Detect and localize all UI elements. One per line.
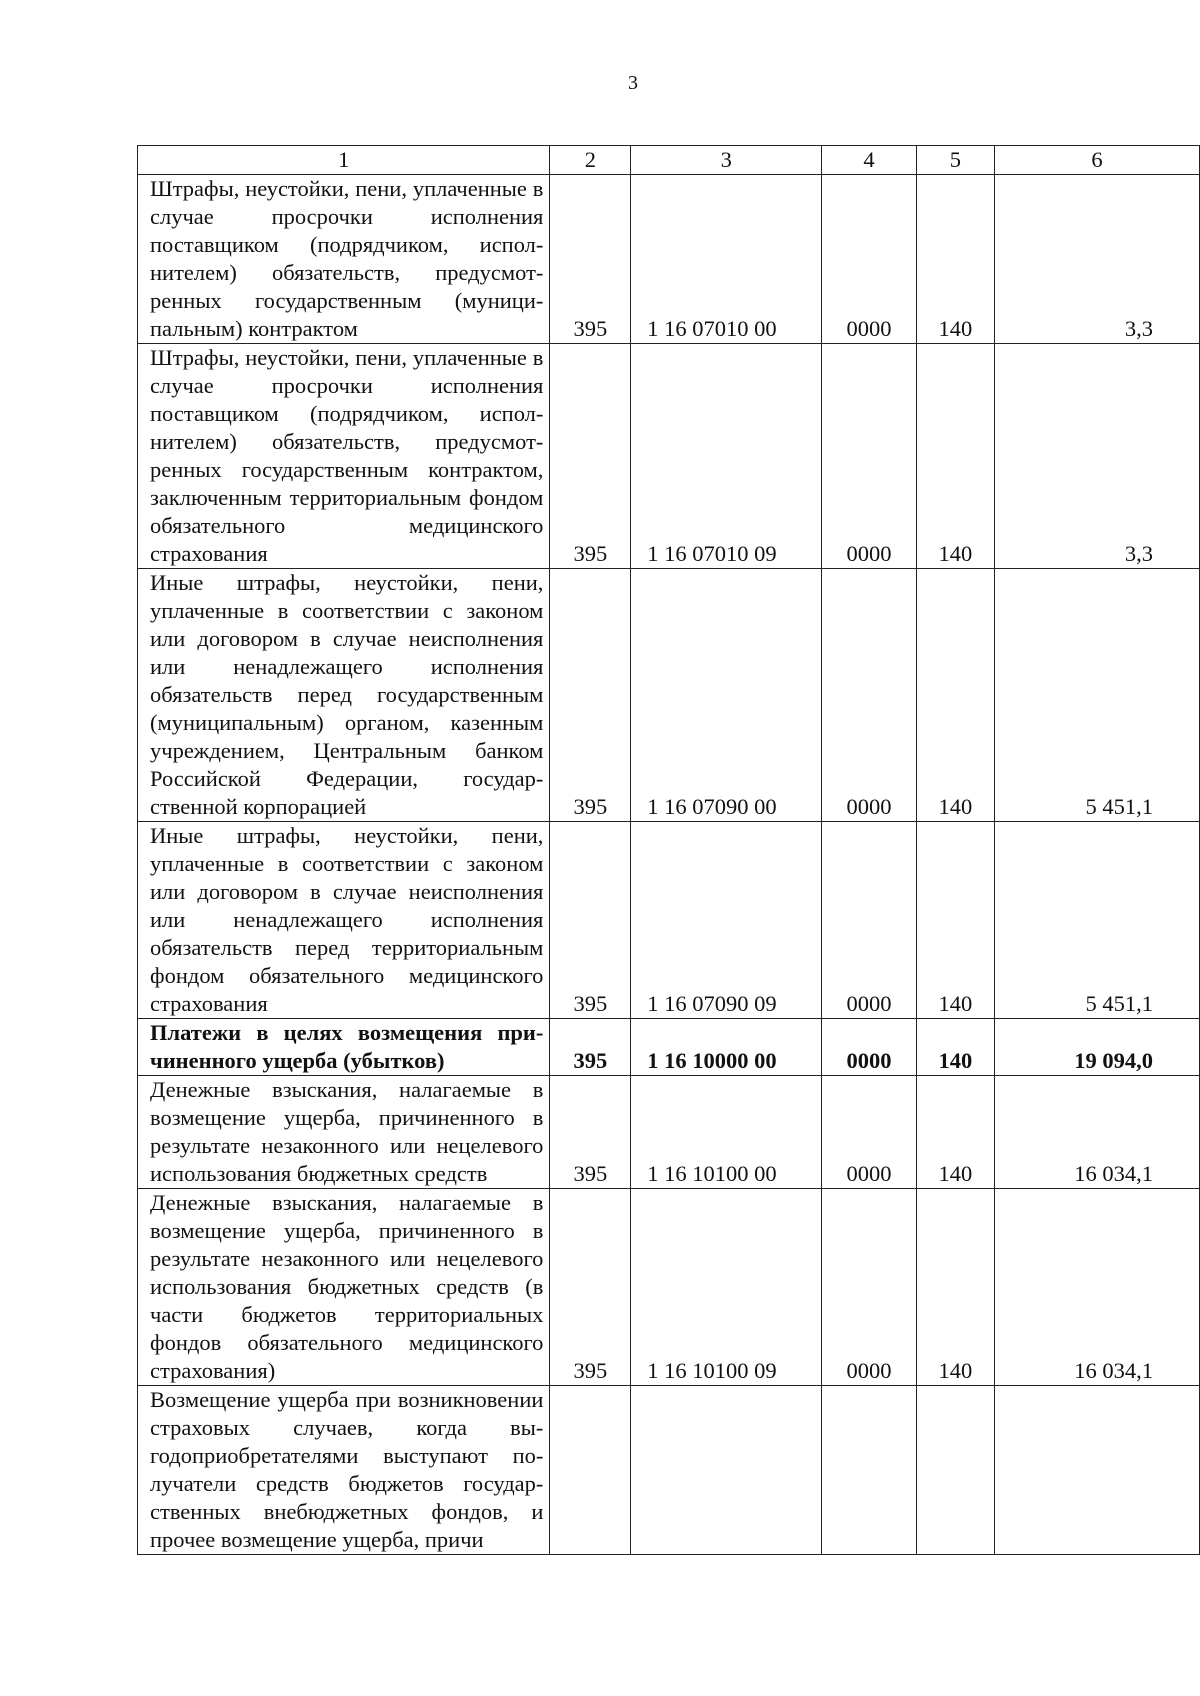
row-name: Возмещение ущерба при возникновении страховых случаев, когда выгодоприобретателями выступают получатели средств бюджетов государственных внебюджетных фондов, и прочее возмещение ущерба, причи	[138, 1386, 550, 1555]
header-col-2: 2	[550, 146, 631, 175]
header-col-1: 1	[138, 146, 550, 175]
header-col-3: 3	[631, 146, 822, 175]
row-name: Денежные взыскания, налагаемые в возмещение ущерба, причиненного в результате незаконного или нецелевого использования бюджетных средств	[138, 1076, 550, 1189]
row-admin-code: 395	[550, 175, 631, 344]
row-revenue-code: 1 16 07010 09	[631, 344, 822, 569]
row-name: Платежи в целях возмещения причиненного ущерба (убытков)	[138, 1019, 550, 1076]
row-admin-code: 395	[550, 822, 631, 1019]
table-row	[138, 344, 1200, 569]
row-amount	[994, 1386, 1199, 1555]
row-name: Иные штрафы, неустойки, пени, уплаченные в соответствии с законом или договором в случае неисполнения или ненадлежащего исполнения обязательств перед территориальным фондом обязательного медицинского страхования	[138, 822, 550, 1019]
row-revenue-code: 1 16 07010 00	[631, 175, 822, 344]
header-col-6: 6	[994, 146, 1199, 175]
row-revenue-code: 1 16 07090 00	[631, 569, 822, 822]
row-subtype-code: 0000	[822, 175, 917, 344]
row-subtype-code: 0000	[822, 344, 917, 569]
row-amount: 3,3	[994, 344, 1199, 569]
table-row-continued	[138, 1386, 1200, 1555]
row-kind-code: 140	[916, 822, 994, 1019]
row-name: Иные штрафы, неустойки, пени, уплаченные в соответствии с законом или договором в случае неисполнения или ненадлежащего исполнения обязательств перед государственным (муниципальным) органом, казенным учреждением, Центральным банком Российской Федерации, государственной корпорацией	[138, 569, 550, 822]
table-row-total	[138, 1019, 1200, 1076]
row-subtype-code: 0000	[822, 569, 917, 822]
row-revenue-code: 1 16 10000 00	[631, 1019, 822, 1076]
row-admin-code: 395	[550, 1189, 631, 1386]
row-name: Денежные взыскания, налагаемые в возмещение ущерба, причиненного в результате незаконного или нецелевого использования бюджетных средств (в части бюджетов территориальных фондов обязательного медицинского страхования)	[138, 1189, 550, 1386]
header-col-5: 5	[916, 146, 994, 175]
revenue-table	[137, 145, 1200, 1555]
table-header-row	[138, 146, 1200, 175]
row-subtype-code: 0000	[822, 1019, 917, 1076]
row-kind-code	[916, 1386, 994, 1555]
row-kind-code: 140	[916, 344, 994, 569]
table-row	[138, 1076, 1200, 1189]
row-revenue-code: 1 16 10100 00	[631, 1076, 822, 1189]
row-kind-code: 140	[916, 1189, 994, 1386]
table-row	[138, 822, 1200, 1019]
table-row	[138, 175, 1200, 344]
row-amount: 16 034,1	[994, 1076, 1199, 1189]
row-amount: 5 451,1	[994, 822, 1199, 1019]
row-revenue-code: 1 16 10100 09	[631, 1189, 822, 1386]
row-name: Штрафы, неустойки, пени, уплаченные в случае просрочки исполнения поставщиком (подрядчиком, исполнителем) обязательств, предусмотренных государственным контрактом, заключенным территориальным фондом обязательного медицинского страхования	[138, 344, 550, 569]
row-kind-code: 140	[916, 1019, 994, 1076]
row-kind-code: 140	[916, 175, 994, 344]
row-amount: 19 094,0	[994, 1019, 1199, 1076]
page-number: 3	[628, 72, 638, 94]
row-admin-code: 395	[550, 569, 631, 822]
row-revenue-code	[631, 1386, 822, 1555]
row-subtype-code: 0000	[822, 1076, 917, 1189]
table-row	[138, 1189, 1200, 1386]
row-name: Штрафы, неустойки, пени, уплаченные в случае просрочки исполнения поставщиком (подрядчиком, исполнителем) обязательств, предусмотренных государственным (муниципальным) контрактом	[138, 175, 550, 344]
row-admin-code	[550, 1386, 631, 1555]
header-col-4: 4	[822, 146, 917, 175]
row-admin-code: 395	[550, 1019, 631, 1076]
row-kind-code: 140	[916, 1076, 994, 1189]
row-subtype-code: 0000	[822, 822, 917, 1019]
table-row	[138, 569, 1200, 822]
row-admin-code: 395	[550, 1076, 631, 1189]
row-amount: 5 451,1	[994, 569, 1199, 822]
row-subtype-code: 0000	[822, 1189, 917, 1386]
row-revenue-code: 1 16 07090 09	[631, 822, 822, 1019]
row-kind-code: 140	[916, 569, 994, 822]
row-amount: 16 034,1	[994, 1189, 1199, 1386]
row-amount: 3,3	[994, 175, 1199, 344]
row-admin-code: 395	[550, 344, 631, 569]
row-subtype-code	[822, 1386, 917, 1555]
